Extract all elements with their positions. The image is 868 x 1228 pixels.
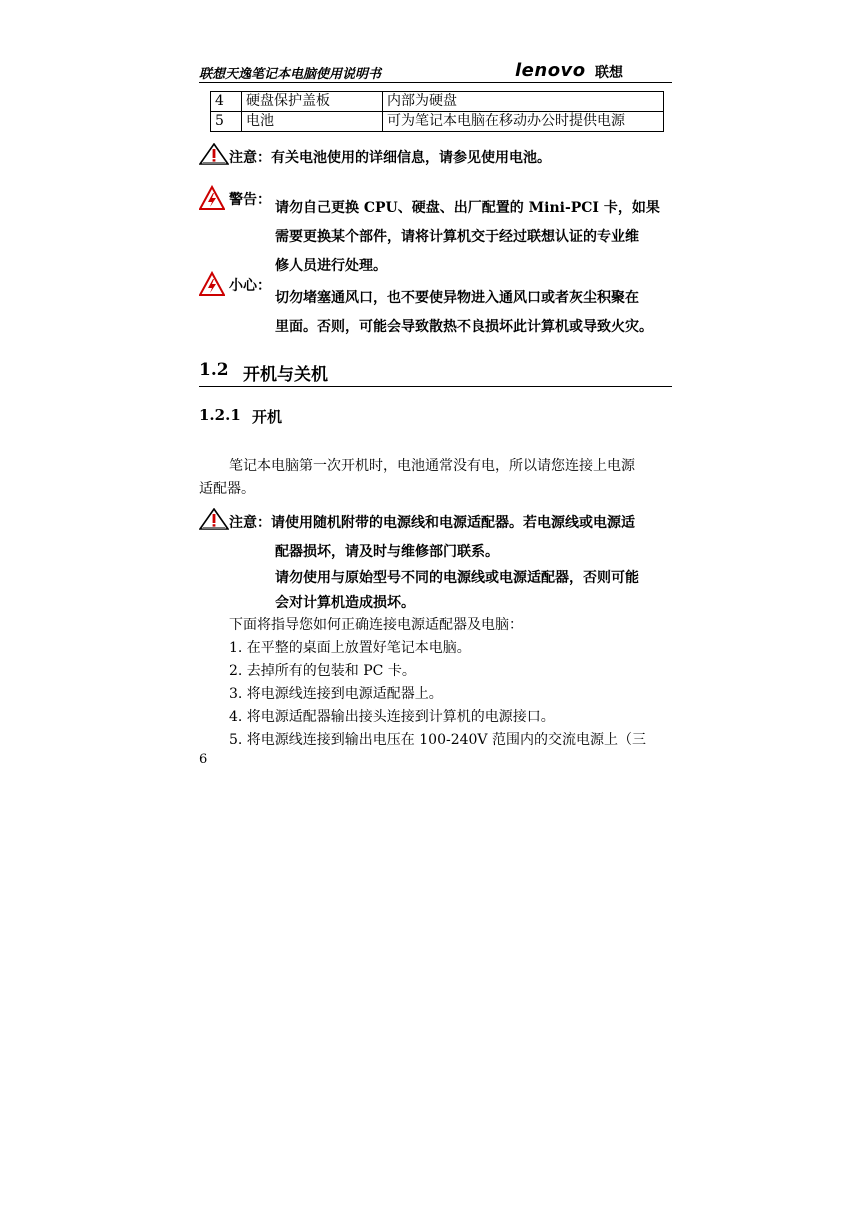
subsection-number: 1.2.1 [199,406,241,424]
table-row [211,112,664,132]
warning-text-line: 需要更换某个部件，请将计算机交于经过联想认证的专业维 [275,229,639,245]
subsection-title: 开机 [252,408,283,426]
guide-text: 下面将指导您如何正确连接电源适配器及电脑： [229,617,523,633]
caution-triangle-icon [199,143,229,176]
warning-text-line: 修人员进行处理。 [275,258,387,274]
page-header [199,60,672,83]
caution-text-line: 里面。否则，可能会导致散热不良损坏此计算机或导致火灾。 [275,319,653,335]
note-text-line: 请使用随机附带的电源线和电源适配器。若电源线或电源适 [271,515,635,531]
list-item: 1. 在平整的桌面上放置好笔记本电脑。 [229,640,471,656]
lenovo-logo-cn: 联想 [595,65,623,81]
caution-electric-icon [199,271,225,308]
header-title: 联想天逸笔记本电脑使用说明书 [199,67,382,82]
list-item: 2. 去掉所有的包装和 PC 卡。 [229,663,416,679]
intro-paragraph-line: 笔记本电脑第一次开机时，电池通常没有电，所以请您连接上电源 [229,458,635,474]
note-text-line: 配器损坏，请及时与维修部门联系。 [275,544,499,560]
list-item: 4. 将电源适配器输出接头连接到计算机的电源接口。 [229,709,555,725]
table-cell: 电池 [242,112,383,132]
page-number: 6 [199,752,208,767]
caution-label: 小心： [229,278,271,294]
table-cell: 可为笔记本电脑在移动办公时提供电源 [383,112,664,132]
lenovo-logo: lenovo [515,60,586,81]
warning-text-line: 请勿自己更换 CPU、硬盘、出厂配置的 Mini-PCI 卡，如果 [275,200,660,216]
table-row [211,92,664,112]
caution-triangle-icon [199,508,229,541]
intro-paragraph-line: 适配器。 [199,481,255,497]
note-text: 有关电池使用的详细信息，请参见使用电池。 [271,150,551,166]
table-cell: 5 [211,112,242,132]
section-title: 开机与关机 [243,365,328,385]
caution-text-line: 切勿堵塞通风口，也不要使异物进入通风口或者灰尘积聚在 [275,290,639,306]
warning-label: 警告： [229,192,271,208]
list-item: 5. 将电源线连接到输出电压在 100-240V 范围内的交流电源上（三 [229,732,646,748]
section-number: 1.2 [199,360,229,380]
section-heading [199,358,672,387]
table-cell: 硬盘保护盖板 [242,92,383,112]
table-cell: 4 [211,92,242,112]
note-label: 注意： [229,515,271,531]
table-cell: 内部为硬盘 [383,92,664,112]
warning-triangle-icon [199,185,225,222]
note-text-line: 请勿使用与原始型号不同的电源线或电源适配器，否则可能 [275,570,639,586]
list-item: 3. 将电源线连接到电源适配器上。 [229,686,443,702]
note-text-line: 会对计算机造成损坏。 [275,595,415,611]
parts-table [210,91,664,132]
note-label: 注意： [229,150,271,166]
